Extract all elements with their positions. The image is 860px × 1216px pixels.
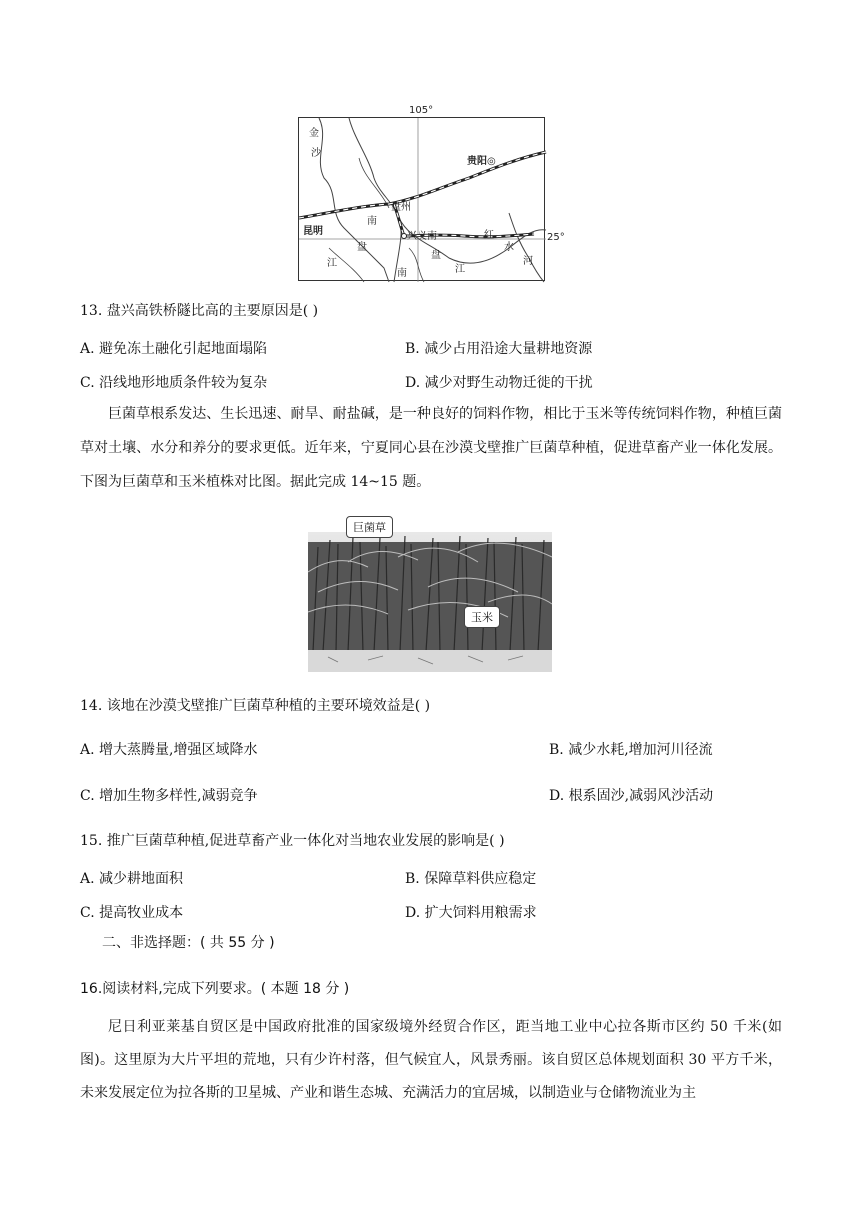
q15-option-d: D. 扩大饲料用粮需求 xyxy=(405,905,537,921)
q15-option-a: A. 减少耕地面积 xyxy=(80,871,184,887)
q14-option-d: D. 根系固沙,减弱风沙活动 xyxy=(549,788,714,804)
railway-map xyxy=(298,117,545,281)
q14-stem: 14. 该地在沙漠戈壁推广巨菌草种植的主要环境效益是( ) xyxy=(80,698,431,714)
map-longitude-label: 105° xyxy=(409,105,434,116)
q13-option-c: C. 沿线地形地质条件较为复杂 xyxy=(80,375,268,391)
map-label-xingyi: 兴义南 xyxy=(407,231,437,242)
q16-stem: 16.阅读材料,完成下列要求。( 本题 18 分 ) xyxy=(80,981,350,997)
map-label-jin: 金 xyxy=(309,128,319,139)
map-label-he: 河 xyxy=(523,256,533,267)
map-label-panzhou: 盘州 xyxy=(391,202,411,213)
map-label-pan2: 盘 xyxy=(431,250,441,261)
q15-option-c: C. 提高牧业成本 xyxy=(80,905,184,921)
q13-option-a: A. 避免冻土融化引起地面塌陷 xyxy=(80,341,268,357)
map-label-guiyang: 贵阳◎ xyxy=(467,156,496,167)
map-label-nan: 南 xyxy=(367,216,377,227)
q13-option-d: D. 减少对野生动物迁徙的干扰 xyxy=(405,375,593,391)
label-corn-callout xyxy=(464,606,500,628)
label-corn: 玉米 xyxy=(471,611,493,624)
q14-option-c: C. 增加生物多样性,减弱竞争 xyxy=(80,788,258,804)
q13-option-b: B. 减少占用沿途大量耕地资源 xyxy=(405,341,593,357)
q15-stem: 15. 推广巨菌草种植,促进草畜产业一体化对当地农业发展的影响是( ) xyxy=(80,833,505,849)
q16-material: 尼日利亚莱基自贸区是中国政府批准的国家级境外经贸合作区，距当地工业中心拉各斯市区约 50 千米(如图)。这里原为大片平坦的荒地，只有少许村落，但气候宜人，风景秀丽。该自贸区总体规划面积 30 平方千米，未来发展定位为拉各斯的卫星城、产业和谐生态城、充满活力的宜居城，以制造业与仓储物流业为主 xyxy=(80,1019,782,1101)
map-latitude-label: 25° xyxy=(547,232,565,243)
q14-option-b: B. 减少水耗,增加河川径流 xyxy=(549,742,713,758)
map-label-jiang-right: 江 xyxy=(455,264,465,275)
label-grass-callout xyxy=(346,516,393,538)
label-grass: 巨菌草 xyxy=(353,521,386,534)
material-paragraph-1: 巨菌草根系发达、生长迅速、耐旱、耐盐碱，是一种良好的饲料作物，相比于玉米等传统饲料作物，种植巨菌草对土壤、水分和养分的要求更低。近年来，宁夏同心县在沙漠戈壁推广巨菌草种植，促进草畜产业一体化发展。下图为巨菌草和玉米植株对比图。据此完成 14~15 题。 xyxy=(80,406,782,490)
map-label-kunming: 昆明 xyxy=(303,226,323,237)
grass-corn-photo xyxy=(308,521,552,672)
q13-stem: 13. 盘兴高铁桥隧比高的主要原因是( ) xyxy=(80,303,319,319)
section-2-heading: 二、非选择题：( 共 55 分 ) xyxy=(102,935,275,951)
map-label-pan: 盘 xyxy=(357,242,367,253)
map-label-hong: 红 xyxy=(484,230,494,241)
photo-drawing xyxy=(308,532,552,672)
map-label-sha: 沙 xyxy=(311,148,321,159)
q14-option-a: A. 增大蒸腾量,增强区域降水 xyxy=(80,742,258,758)
q15-option-b: B. 保障草料供应稳定 xyxy=(405,871,537,887)
map-label-jiang-left: 江 xyxy=(327,258,337,269)
map-label-nan2: 南 xyxy=(397,268,407,279)
map-label-shui: 水 xyxy=(504,242,514,253)
